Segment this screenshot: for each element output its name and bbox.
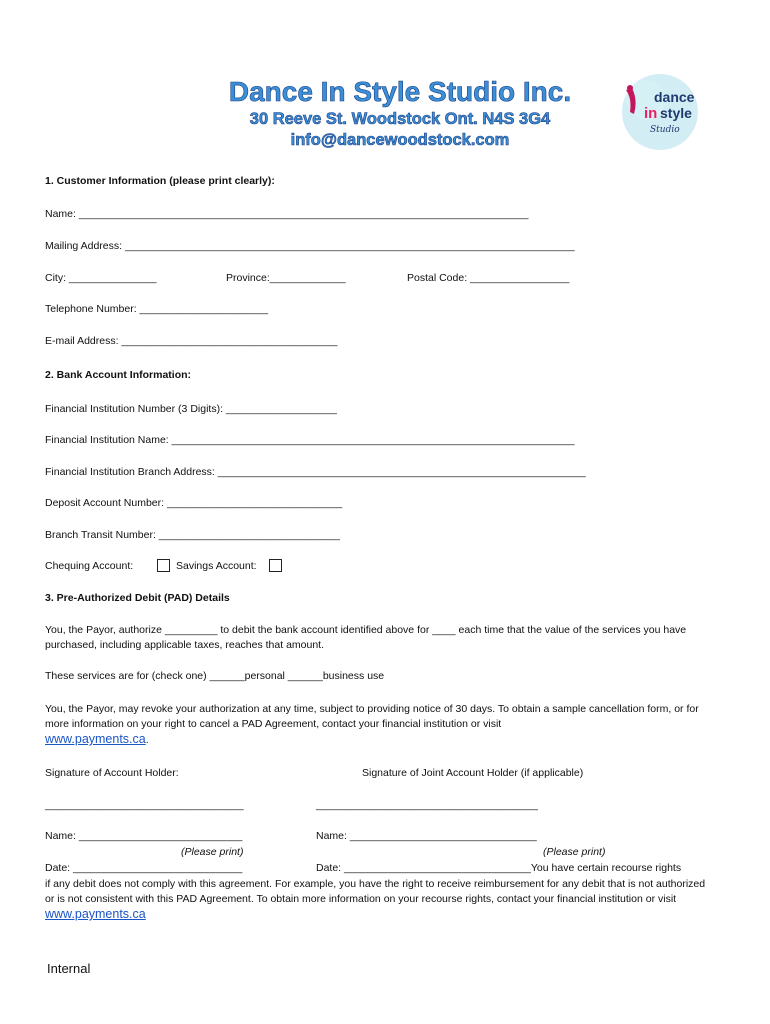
logo-style: style xyxy=(660,105,692,121)
institution-branch-field[interactable]: Financial Institution Branch Address: _______________________________________________________________ xyxy=(45,466,586,478)
print-hint-right: (Please print) xyxy=(543,846,606,858)
account-holder-signature-label: Signature of Account Holder: xyxy=(45,767,179,779)
account-holder-date-field[interactable]: Date: _____________________________ xyxy=(45,862,243,874)
revoke-paragraph: You, the Payor, may revoke your authorization at any time, subject to providing notice of 30 days. To obtain a sample cancellation form, or for more information on your right to cancel a PAD Agreement, contact your financial institution or visit xyxy=(45,703,699,730)
recourse-paragraph: if any debit does not comply with this agreement. For example, you have the right to receive reimbursement for any debit that is not authorized or is not consistent with this PAD Agreement. To obtain more information on your recourse rights, contact your financial institution or visit xyxy=(45,878,706,905)
joint-holder-signature-line[interactable]: ______________________________________ xyxy=(316,799,538,811)
savings-checkbox[interactable] xyxy=(269,559,282,572)
section2-heading: 2. Bank Account Information: xyxy=(45,369,192,381)
joint-holder-signature-label: Signature of Joint Account Holder (if applicable) xyxy=(362,767,584,779)
account-holder-name-field[interactable]: Name: ____________________________ xyxy=(45,830,243,842)
deposit-account-field[interactable]: Deposit Account Number: ______________________________ xyxy=(45,497,343,509)
pad-authorization-text: You, the Payor, authorize _________ to debit the bank account identified above for ____ each time that the value of the services you have purchased, including applicable taxes, reaches that amount. xyxy=(45,624,687,651)
savings-label: Savings Account: xyxy=(176,560,257,572)
section3-heading: 3. Pre-Authorized Debit (PAD) Details xyxy=(45,592,230,604)
revoke-text xyxy=(45,702,717,748)
recourse-text xyxy=(45,877,717,923)
mailing-address-field[interactable]: Mailing Address: _____________________________________________________________________________ xyxy=(45,240,575,252)
account-holder-signature-line[interactable]: __________________________________ xyxy=(45,799,244,811)
chequing-checkbox[interactable] xyxy=(157,559,170,572)
name-field[interactable]: Name: _____________________________________________________________________________ xyxy=(45,208,529,220)
company-name: Dance In Style Studio Inc. xyxy=(228,76,572,107)
chequing-label: Chequing Account: xyxy=(45,560,134,572)
service-type-text: These services are for (check one) ______personal ______business use xyxy=(45,670,385,682)
logo-studio: Studio xyxy=(650,125,680,135)
telephone-field[interactable]: Telephone Number: ______________________ xyxy=(45,303,269,315)
revoke-period: . xyxy=(145,734,149,746)
branch-transit-field[interactable]: Branch Transit Number: _______________________________ xyxy=(45,529,340,541)
logo-in: in xyxy=(644,105,658,122)
print-hint-left: (Please print) xyxy=(181,846,244,858)
company-email: info@dancewoodstock.com xyxy=(290,131,510,149)
studio-logo xyxy=(616,70,700,152)
payments-link-2[interactable]: www.payments.ca xyxy=(45,907,146,921)
classification-label: Internal xyxy=(47,961,91,976)
province-field[interactable]: Province:_____________ xyxy=(226,272,346,284)
logo-dance: dance xyxy=(654,89,695,105)
company-address: 30 Reeve St. Woodstock Ont. N4S 3G4 xyxy=(249,110,551,128)
city-field[interactable]: City: _______________ xyxy=(45,272,157,284)
payments-link-1[interactable]: www.payments.ca xyxy=(45,732,146,746)
section1-heading: 1. Customer Information (please print clearly): xyxy=(45,175,275,187)
email-field[interactable]: E-mail Address: _____________________________________ xyxy=(45,335,338,347)
postal-code-field[interactable]: Postal Code: _________________ xyxy=(407,272,570,284)
institution-name-field[interactable]: Financial Institution Name: _____________________________________________________________________ xyxy=(45,434,575,446)
institution-number-field[interactable]: Financial Institution Number (3 Digits): ___________________ xyxy=(45,403,337,415)
joint-holder-name-field[interactable]: Name: ________________________________ xyxy=(316,830,537,842)
joint-holder-date-field[interactable]: Date: ________________________________You have certain recourse rights xyxy=(316,862,682,874)
